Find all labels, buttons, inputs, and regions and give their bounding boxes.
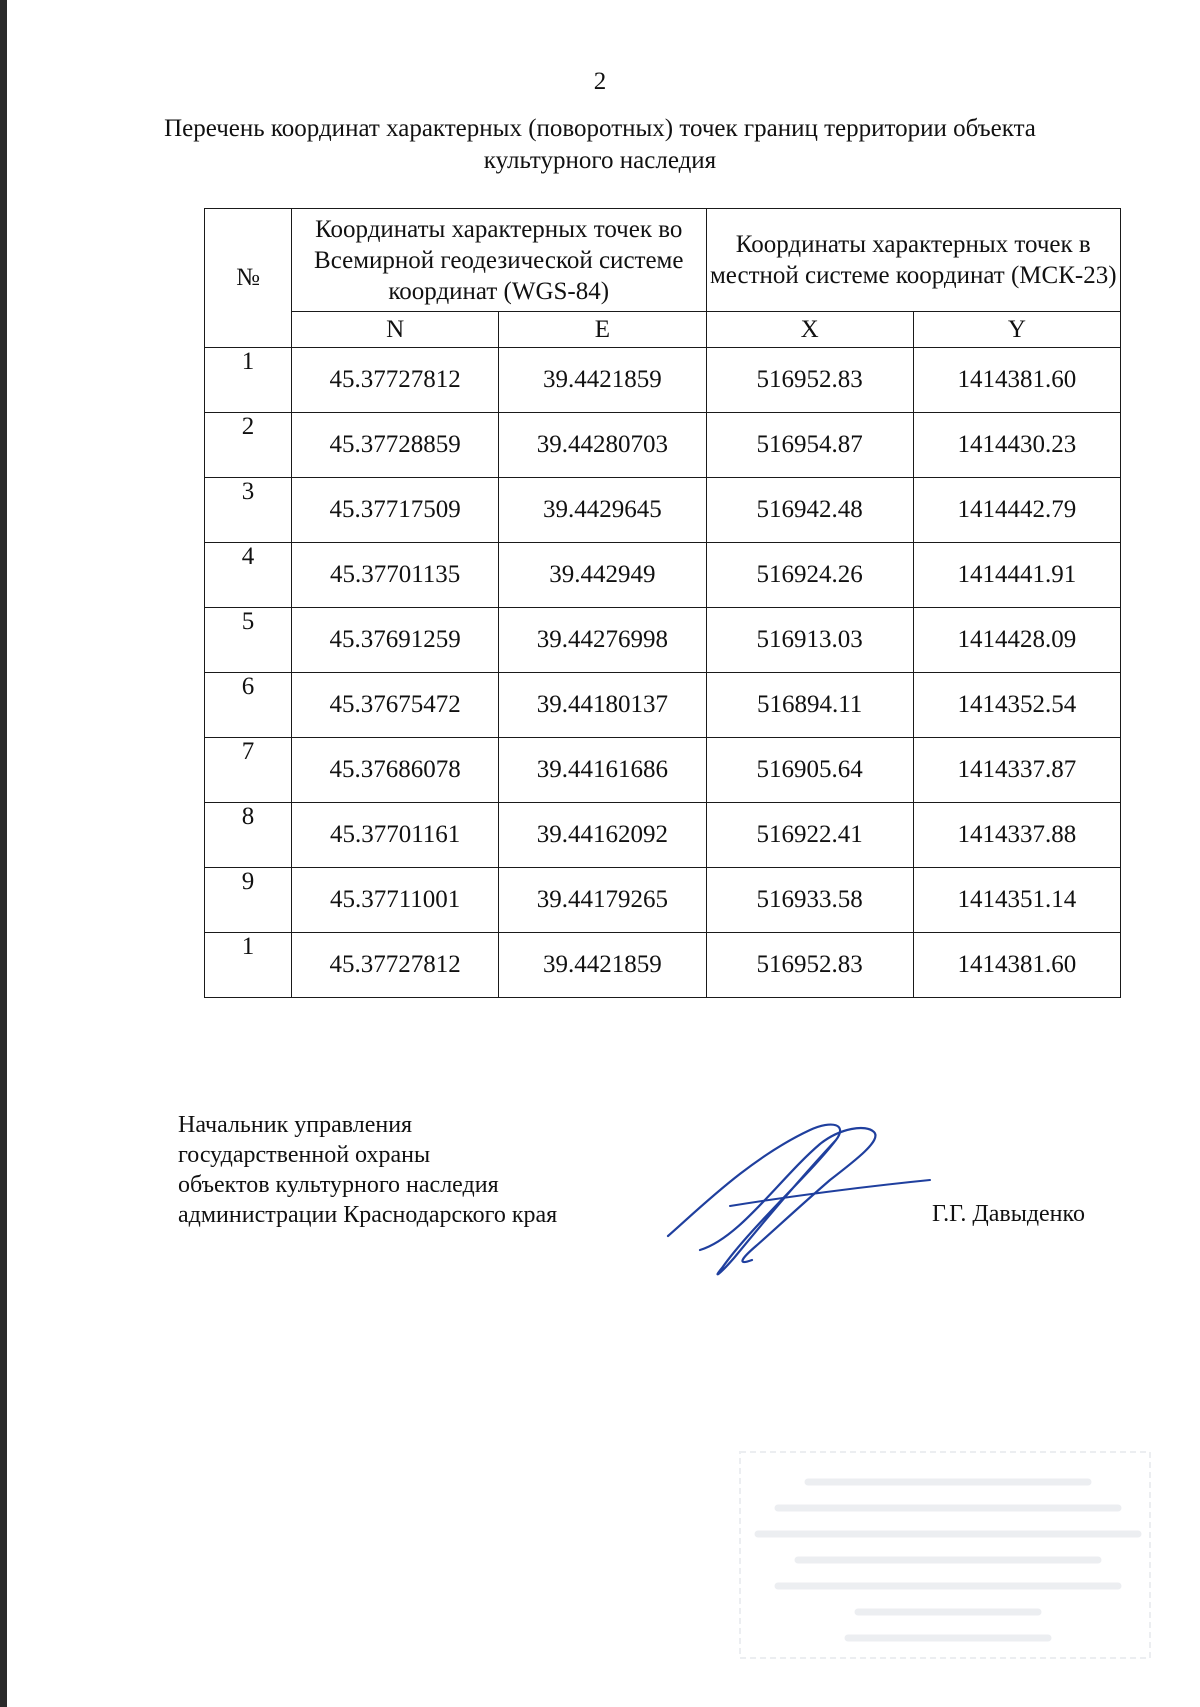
coordinate-y: 1414337.88 (913, 803, 1120, 868)
coordinate-x: 516924.26 (706, 543, 913, 608)
coordinate-x: 516913.03 (706, 608, 913, 673)
table-row (205, 608, 1121, 673)
coordinate-x: 516922.41 (706, 803, 913, 868)
latitude-n: 45.37675472 (292, 673, 499, 738)
latitude-n: 45.37701135 (292, 543, 499, 608)
faded-stamp (738, 1450, 1152, 1660)
point-number: 6 (205, 673, 292, 738)
signer-position (178, 1110, 557, 1230)
table-header-row (205, 209, 1121, 312)
table-row (205, 738, 1121, 803)
coordinate-x: 516933.58 (706, 868, 913, 933)
table-subheader-row (205, 312, 1121, 348)
longitude-e: 39.44180137 (499, 673, 706, 738)
coordinate-y: 1414381.60 (913, 933, 1120, 998)
coordinate-y: 1414337.87 (913, 738, 1120, 803)
coordinates-table (204, 208, 1121, 998)
coordinate-x: 516905.64 (706, 738, 913, 803)
point-number: 7 (205, 738, 292, 803)
point-number: 5 (205, 608, 292, 673)
scan-edge (0, 0, 7, 1707)
longitude-e: 39.44161686 (499, 738, 706, 803)
column-x-header: X (706, 312, 913, 348)
coordinate-x: 516894.11 (706, 673, 913, 738)
latitude-n: 45.37701161 (292, 803, 499, 868)
latitude-n: 45.37727812 (292, 933, 499, 998)
position-line: администрации Краснодарского края (178, 1202, 558, 1228)
handwritten-signature (660, 1118, 940, 1278)
column-e-header: E (499, 312, 706, 348)
coordinate-x: 516952.83 (706, 348, 913, 413)
point-number: 1 (205, 933, 292, 998)
signature-stroke (730, 1180, 930, 1206)
table-row (205, 478, 1121, 543)
coordinate-x: 516952.83 (706, 933, 913, 998)
table-row (205, 673, 1121, 738)
table-row (205, 868, 1121, 933)
wgs84-header: Координаты характерных точек во Всемирной геодезической системе координат (WGS-84) (292, 209, 707, 312)
table-row (205, 933, 1121, 998)
column-n-header: N (292, 312, 499, 348)
latitude-n: 45.37686078 (292, 738, 499, 803)
latitude-n: 45.37711001 (292, 868, 499, 933)
longitude-e: 39.442949 (499, 543, 706, 608)
longitude-e: 39.4421859 (499, 933, 706, 998)
point-number: 2 (205, 413, 292, 478)
latitude-n: 45.37727812 (292, 348, 499, 413)
page-number: 2 (593, 68, 607, 95)
coordinate-y: 1414381.60 (913, 348, 1120, 413)
coordinate-y: 1414442.79 (913, 478, 1120, 543)
msk23-header: Координаты характерных точек в местной системе координат (МСК-23) (706, 209, 1121, 312)
coordinate-y: 1414430.23 (913, 413, 1120, 478)
longitude-e: 39.44162092 (499, 803, 706, 868)
longitude-e: 39.44179265 (499, 868, 706, 933)
position-line: государственной охраны (178, 1142, 431, 1168)
point-number: 8 (205, 803, 292, 868)
table-row (205, 803, 1121, 868)
point-number: 9 (205, 868, 292, 933)
longitude-e: 39.44276998 (499, 608, 706, 673)
latitude-n: 45.37717509 (292, 478, 499, 543)
number-header: № (205, 209, 292, 348)
coordinate-y: 1414352.54 (913, 673, 1120, 738)
column-y-header: Y (913, 312, 1120, 348)
longitude-e: 39.44280703 (499, 413, 706, 478)
table-row (205, 348, 1121, 413)
point-number: 4 (205, 543, 292, 608)
coordinate-y: 1414428.09 (913, 608, 1120, 673)
longitude-e: 39.4421859 (499, 348, 706, 413)
point-number: 1 (205, 348, 292, 413)
signer-name: Г.Г. Давыденко (932, 1201, 1085, 1227)
position-line: Начальник управления (178, 1112, 413, 1138)
point-number: 3 (205, 478, 292, 543)
stamp-text-lines (758, 1482, 1138, 1638)
coordinate-x: 516954.87 (706, 413, 913, 478)
signature-stroke (668, 1125, 840, 1275)
position-line: объектов культурного наследия (178, 1172, 499, 1198)
table-row (205, 543, 1121, 608)
document-title: Перечень координат характерных (поворотных) точек границ территории объекта культурного наследия (164, 115, 1036, 174)
table-row (205, 413, 1121, 478)
latitude-n: 45.37691259 (292, 608, 499, 673)
latitude-n: 45.37728859 (292, 413, 499, 478)
coordinate-y: 1414441.91 (913, 543, 1120, 608)
coordinate-x: 516942.48 (706, 478, 913, 543)
longitude-e: 39.4429645 (499, 478, 706, 543)
coordinate-y: 1414351.14 (913, 868, 1120, 933)
